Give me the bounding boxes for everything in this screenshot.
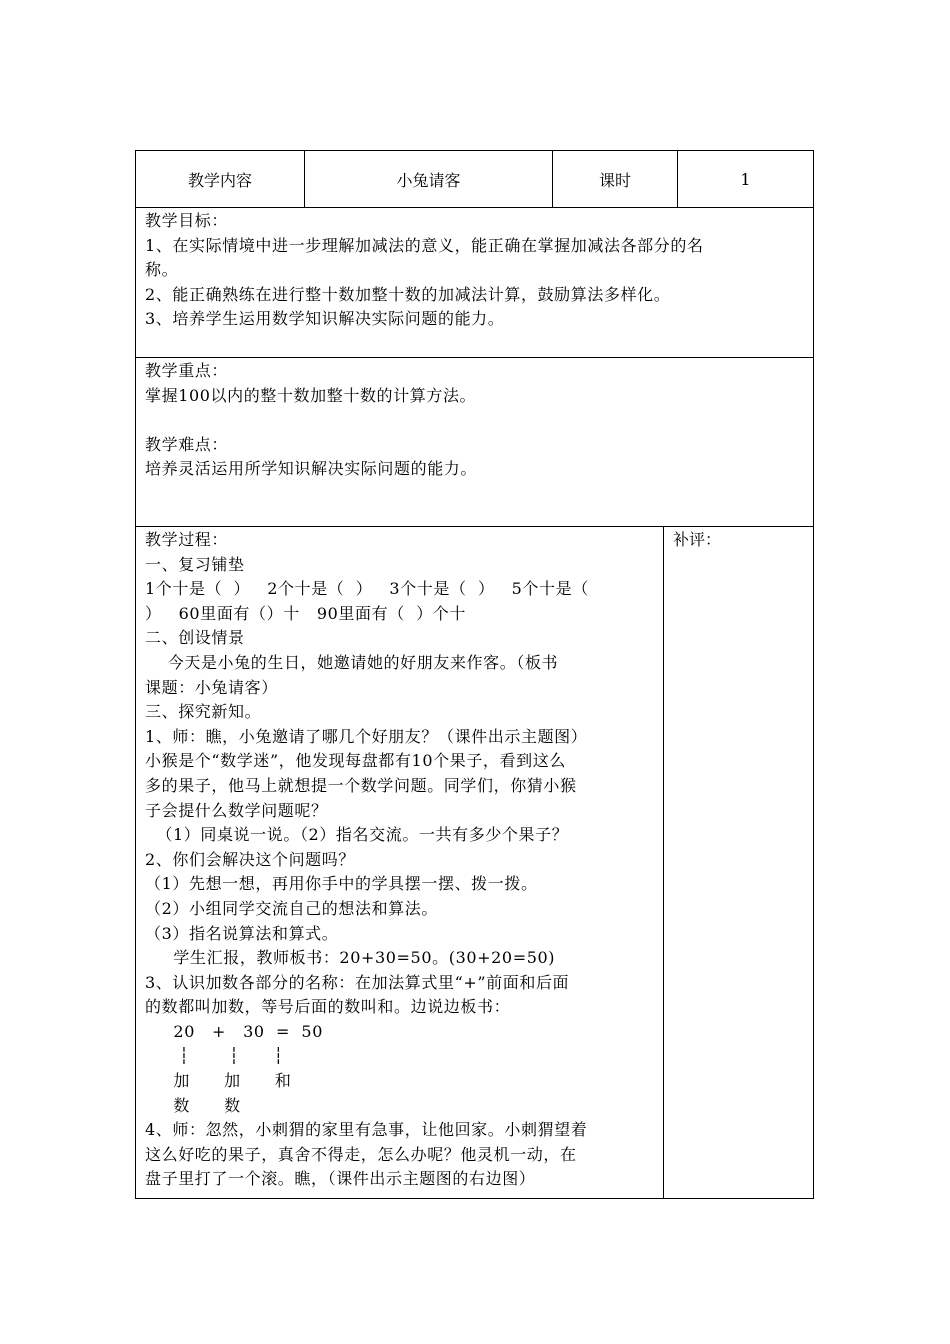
row-divider (135, 357, 814, 358)
process-line: 1、师：瞧，小兔邀请了哪几个好朋友？（课件出示主题图） (145, 726, 588, 746)
blank-line (145, 408, 809, 433)
objective-line: 称。 (145, 260, 179, 280)
difficulty-title: 教学难点： (145, 434, 229, 454)
process-line: 今天是小兔的生日，她邀请她的好朋友来作客。（板书 (145, 652, 559, 672)
period-value: 1 (740, 169, 751, 189)
difficulty-text: 培养灵活运用所学知识解决实际问题的能力。 (145, 459, 478, 479)
process-line: 子会提什么数学问题呢？ (145, 800, 328, 820)
comment-label: 补评： (673, 530, 722, 549)
equation-connector-line: ┆ ┆ ┆ (145, 1046, 284, 1066)
row-divider (135, 526, 814, 527)
objectives-title: 教学目标： (145, 211, 229, 230)
period-label: 课时 (598, 170, 631, 190)
process-line: （2）小组同学交流自己的想法和算法。 (145, 898, 438, 918)
process-line: 盘子里打了一个滚。瞧，（课件出示主题图的右边图） (145, 1169, 536, 1189)
process-section (145, 528, 661, 1192)
process-title: 教学过程： (145, 530, 229, 549)
col-divider (663, 526, 664, 1199)
objective-line: 1、在实际情境中进一步理解加减法的意义，能正确在掌握加减法各部分的名 (145, 235, 704, 255)
content-label: 教学内容 (187, 170, 252, 190)
equation-label-line: 加 加 和 (145, 1071, 292, 1091)
process-line: 2、你们会解决这个问题吗？ (145, 849, 355, 869)
objectives-section (145, 209, 809, 332)
process-line: 4、师：忽然，小刺猬的家里有急事，让他回家。小刺猬望着 (145, 1120, 588, 1140)
process-line: 一、复习铺垫 (145, 554, 245, 574)
process-line: 多的果子，他马上就想提一个数学问题。同学们，你猜小猴 (145, 775, 577, 795)
process-line: （3）指名说算法和算式。 (145, 923, 339, 943)
objective-line: 3、培养学生运用数学知识解决实际问题的能力。 (145, 309, 505, 329)
objective-line: 2、能正确熟练在进行整十数加整十数的加减法计算，鼓励算法多样化。 (145, 284, 671, 304)
process-line: （1）同桌说一说。（2）指名交流。一共有多少个果子？ (145, 825, 569, 845)
key-points-section (145, 359, 809, 482)
equation-label-line: 数 数 (145, 1095, 241, 1115)
process-line: 小猴是个“数学迷”，他发现每盘都有10个果子，看到这么 (145, 751, 566, 771)
focus-text: 掌握100以内的整十数加整十数的计算方法。 (145, 385, 477, 405)
process-line: 三、探究新知。 (145, 702, 262, 722)
focus-title: 教学重点： (145, 361, 229, 380)
process-line: ） 60里面有（）十 90里面有（ ）个十 (145, 603, 467, 623)
process-line: 1个十是（ ） 2个十是（ ） 3个十是（ ） 5个十是（ (145, 579, 589, 599)
process-line: 二、创设情景 (145, 628, 245, 648)
process-line: 这么好吃的果子，真舍不得走，怎么办呢？他灵机一动，在 (145, 1144, 577, 1164)
process-line: 课题：小兔请客） (145, 677, 278, 697)
process-line: 的数都叫加数，等号后面的数叫和。边说边板书： (145, 997, 511, 1017)
process-line: （1）先想一想，再用你手中的学具摆一摆、拨一拨。 (145, 874, 538, 894)
equation-line: 20 + 30 = 50 (145, 1021, 323, 1041)
content-value: 小兔请客 (396, 170, 461, 190)
process-line: 学生汇报，教师板书：20+30=50。(30+20=50) (145, 948, 556, 968)
process-line: 3、认识加数各部分的名称：在加法算式里“+”前面和后面 (145, 972, 570, 992)
